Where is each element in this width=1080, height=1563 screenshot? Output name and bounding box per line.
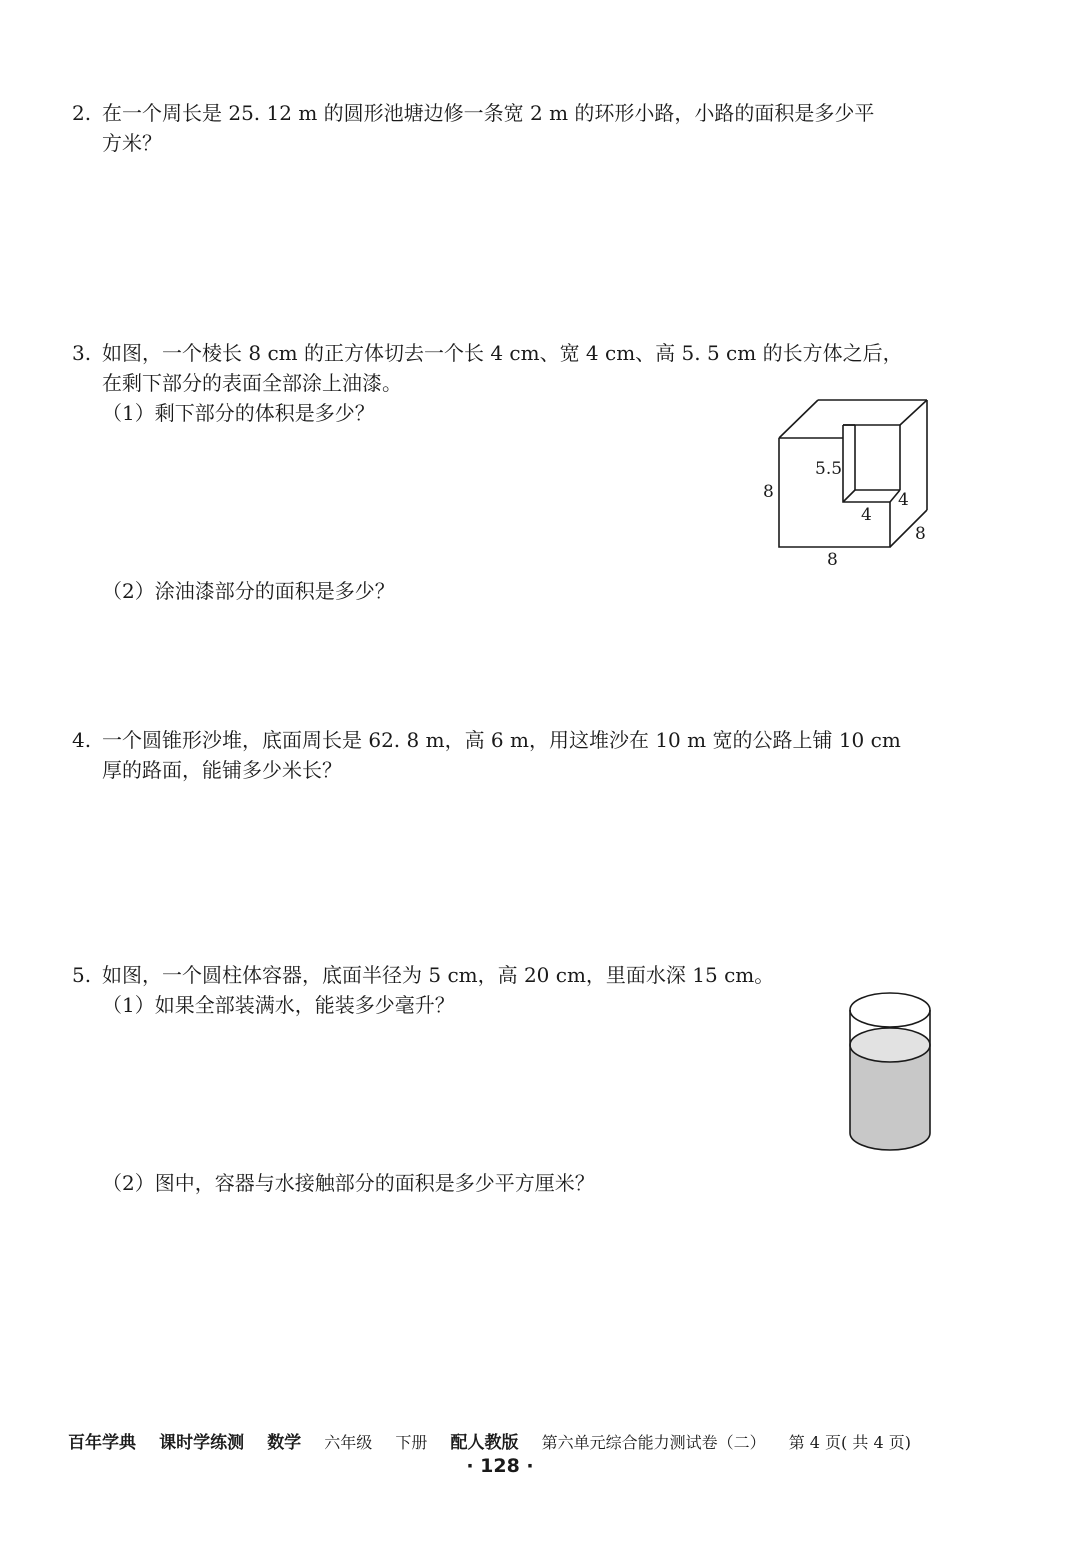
question-text-cont: 厚的路面，能铺多少米长？ xyxy=(102,758,342,782)
page-footer xyxy=(68,1428,968,1453)
label-bottom-edge: 8 xyxy=(827,550,838,570)
footer-edition: 配人教版 xyxy=(450,1433,519,1453)
question-number: 5. xyxy=(72,963,92,987)
question-number: 3. xyxy=(72,341,92,365)
label-left-edge: 8 xyxy=(763,482,774,502)
footer-grade: 六年级 xyxy=(324,1433,373,1452)
footer-page-info: 第 4 页( 共 4 页) xyxy=(788,1433,911,1452)
question-text: 如图，一个圆柱体容器，底面半径为 5 cm，高 20 cm，里面水深 15 cm。 xyxy=(102,963,775,987)
footer-volume: 下册 xyxy=(395,1433,428,1452)
footer-test-title: 第六单元综合能力测试卷（二） xyxy=(541,1433,766,1452)
question-2 xyxy=(72,98,942,158)
question-5-part-2: （2）图中，容器与水接触部分的面积是多少平方厘米？ xyxy=(102,1171,595,1195)
question-text-cont: 在剩下部分的表面全部涂上油漆。 xyxy=(102,371,402,395)
question-5 xyxy=(72,960,942,990)
question-4 xyxy=(72,725,942,785)
question-text: 在一个周长是 25. 12 m 的圆形池塘边修一条宽 2 m 的环形小路，小路的面积是多少平 xyxy=(102,101,875,125)
footer-series: 课时学练测 xyxy=(159,1433,245,1453)
label-depth: 8 xyxy=(915,524,926,544)
footer-subject: 数学 xyxy=(267,1433,302,1453)
question-number: 4. xyxy=(72,728,92,752)
question-text: 一个圆锥形沙堆，底面周长是 62. 8 m，高 6 m，用这堆沙在 10 m 宽的公路上铺 10 cm xyxy=(102,728,901,752)
label-cut-width: 4 xyxy=(861,505,872,525)
question-text: 如图，一个棱长 8 cm 的正方体切去一个长 4 cm、宽 4 cm、高 5. 5 cm 的长方体之后， xyxy=(102,341,903,365)
footer-brand: 百年学典 xyxy=(68,1433,136,1453)
label-cut-height: 5.5 xyxy=(815,459,843,479)
page-number: · 128 · xyxy=(466,1455,534,1477)
question-3-part-2: （2）涂油漆部分的面积是多少？ xyxy=(102,579,395,603)
question-5-part-1: （1）如果全部装满水，能装多少毫升？ xyxy=(102,993,455,1017)
cylinder-figure xyxy=(845,985,935,1155)
question-3-part-1: （1）剩下部分的体积是多少？ xyxy=(102,401,375,425)
cube-cut-figure xyxy=(755,390,945,575)
question-number: 2. xyxy=(72,101,92,125)
question-3 xyxy=(72,338,942,398)
label-cut-depth: 4 xyxy=(898,490,909,510)
question-text-cont: 方米？ xyxy=(102,131,162,155)
